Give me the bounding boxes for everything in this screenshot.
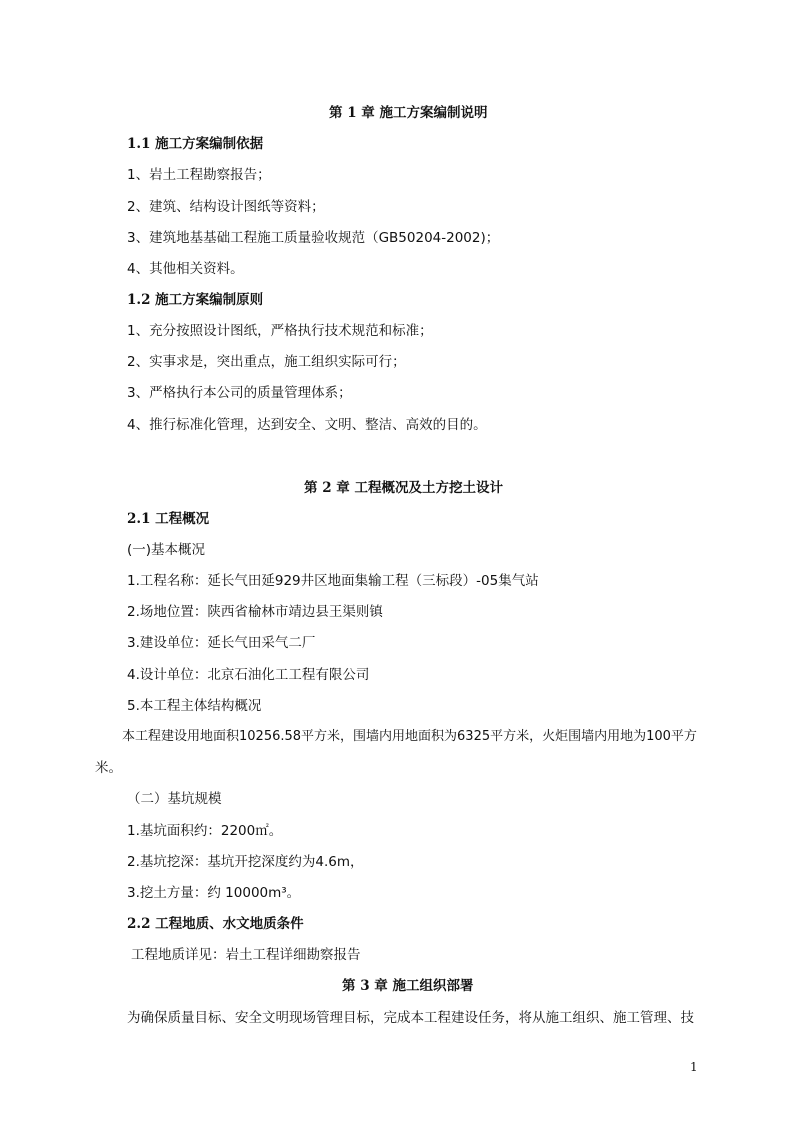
geology-text: 工程地质详见：岩土工程详细勘察报告	[131, 947, 361, 963]
section-1-1-title: 1.1 施工方案编制依据	[127, 136, 264, 152]
chapter-1-title: 第 1 章 施工方案编制说明	[329, 105, 488, 121]
chapter-2-title: 第 2 章 工程概况及土方挖土设计	[304, 480, 503, 496]
section-2-2-title: 2.2 工程地质、水文地质条件	[127, 916, 304, 932]
list-item: 1.工程名称：延长气田延929井区地面集输工程（三标段）-05集气站	[127, 573, 539, 589]
list-item: 3、建筑地基基础工程施工质量验收规范（GB50204-2002)；	[127, 230, 500, 246]
list-item: 1.基坑面积约：2200㎡。	[127, 823, 283, 839]
section-2-1-title: 2.1 工程概况	[127, 511, 210, 527]
list-item: 4、其他相关资料。	[127, 261, 244, 277]
list-item: 2、建筑、结构设计图纸等资料；	[127, 199, 325, 215]
paragraph-line: 本工程建设用地面积10256.58平方米，围墙内用地面积为6325平方米，火炬围墙内用地为100平方	[122, 729, 697, 744]
list-item: 3、严格执行本公司的质量管理体系；	[127, 385, 352, 401]
list-item: 3.建设单位：延长气田采气二厂	[127, 635, 316, 651]
list-item: 2、实事求是，突出重点，施工组织实际可行；	[127, 354, 406, 370]
list-item: 1、充分按照设计图纸，严格执行技术规范和标准；	[127, 323, 433, 339]
list-item: 2.场地位置：陕西省榆林市靖边县王渠则镇	[127, 604, 383, 620]
list-item: 3.挖土方量：约 10000m³。	[127, 885, 301, 901]
page-number: 1	[690, 1060, 698, 1074]
pit-scale-heading: （二）基坑规模	[127, 791, 222, 807]
paragraph-line: 米。	[95, 760, 122, 776]
basic-overview-heading: (一)基本概况	[127, 542, 206, 558]
list-item: 4、推行标准化管理，达到安全、文明、整洁、高效的目的。	[127, 417, 487, 433]
chapter-3-title: 第 3 章 施工组织部署	[342, 978, 474, 994]
list-item: 5.本工程主体结构概况	[127, 698, 262, 714]
section-1-2-title: 1.2 施工方案编制原则	[127, 292, 264, 308]
list-item: 2.基坑挖深：基坑开挖深度约为4.6m，	[127, 854, 364, 870]
paragraph-line: 为确保质量目标、安全文明现场管理目标，完成本工程建设任务，将从施工组织、施工管理、技	[127, 1010, 694, 1026]
list-item: 4.设计单位：北京石油化工工程有限公司	[127, 667, 370, 683]
list-item: 1、岩土工程勘察报告；	[127, 167, 271, 183]
